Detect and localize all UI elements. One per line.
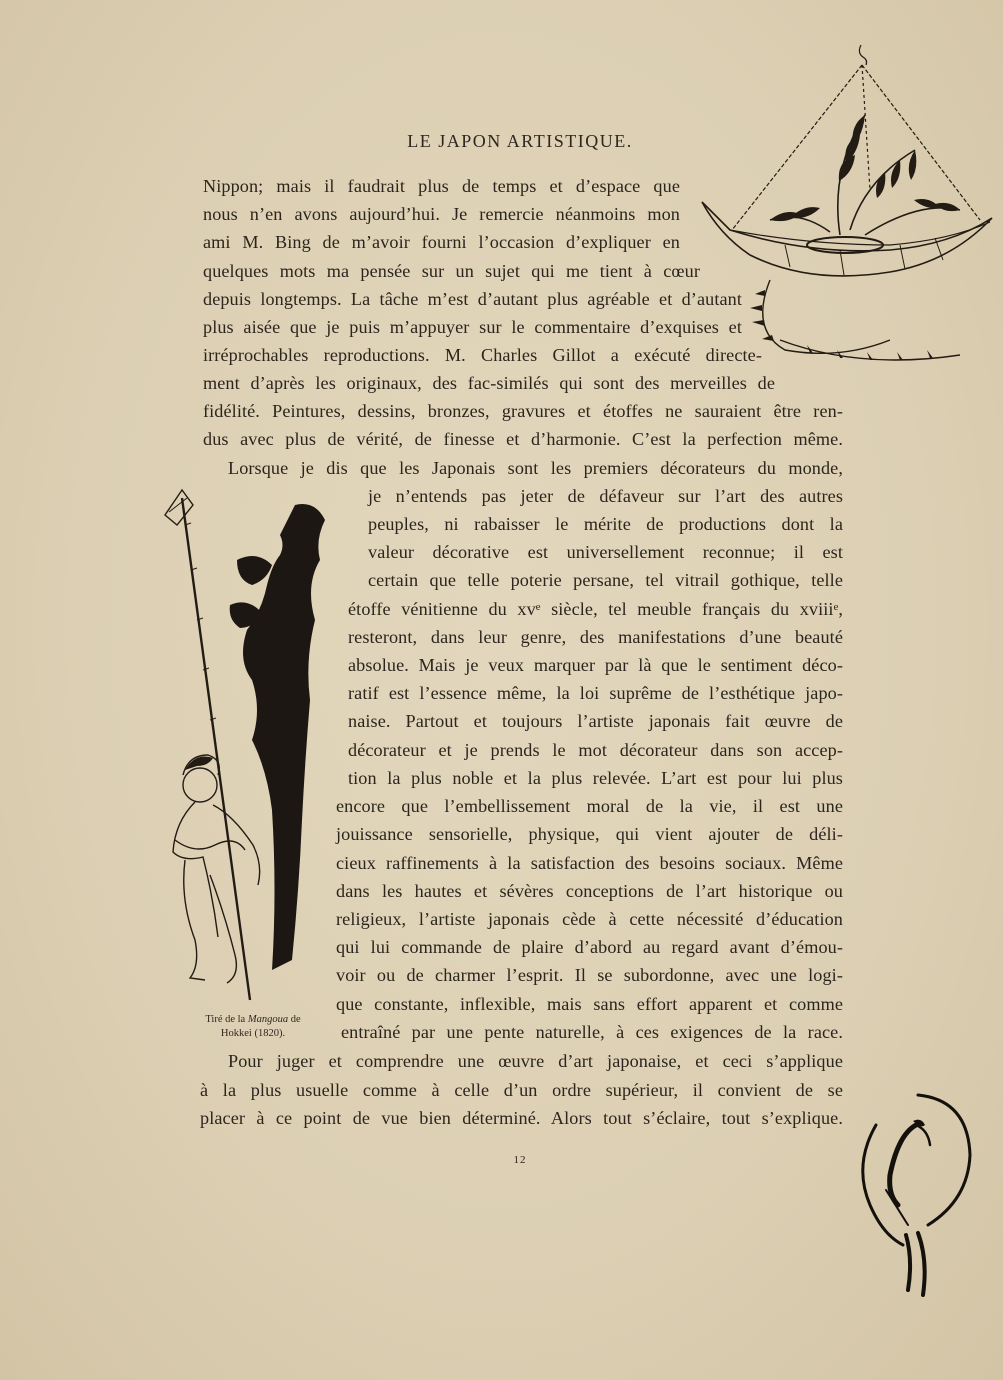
- text-line: resteront, dans leur genre, des manifestations d’une beauté: [348, 627, 843, 647]
- text-line: placer à ce point de vue bien déterminé. Alors tout s’éclaire, tout s’explique.: [200, 1108, 843, 1128]
- text-line: certain que telle poterie persane, tel vitrail gothique, telle: [368, 570, 843, 590]
- caption-line-2: Hokkei (1820).: [220, 1028, 286, 1039]
- text-line: que constante, inflexible, mais sans effort apparent et comme: [336, 994, 843, 1014]
- text-line: je n’entends pas jeter de défaveur sur l’art des autres: [368, 486, 843, 506]
- text-line: nous n’en avons aujourd’hui. Je remercie néanmoins mon: [203, 204, 680, 224]
- text-line: ratif est l’essence même, la loi suprême de l’esthétique japo-: [348, 683, 843, 703]
- crane-ink-drawing: [858, 1085, 978, 1310]
- child-with-flag-pole-and-tree-woodcut: [155, 480, 350, 1005]
- text-line: dus avec plus de vérité, de finesse et d’harmonie. C’est la perfection même.: [203, 429, 843, 449]
- text-line: ment d’après les originaux, des fac-similés qui sont des merveilles de: [203, 373, 775, 393]
- caption-title: Mangoua: [247, 1014, 289, 1025]
- text-line: fidélité. Peintures, dessins, bronzes, gravures et étoffes ne sauraient être ren-: [203, 401, 843, 421]
- text-line: étoffe vénitienne du xvᵉ siècle, tel meuble français du xviiiᵉ,: [348, 599, 843, 619]
- figure-caption: [178, 1013, 328, 1041]
- text-line: valeur décorative est universellement reconnue; il est: [368, 542, 843, 562]
- running-head: LE JAPON ARTISTIQUE.: [407, 131, 633, 151]
- text-line: naise. Partout et toujours l’artiste japonais fait œuvre de: [348, 711, 843, 731]
- text-line: décorateur et je prends le mot décorateur dans son accep-: [348, 740, 843, 760]
- hanging-boat-planter-drawing: [690, 40, 970, 385]
- text-line: Nippon; mais il faudrait plus de temps et d’espace que: [203, 176, 680, 196]
- text-line: entraîné par une pente naturelle, à ces exigences de la race.: [341, 1022, 843, 1042]
- text-line: Pour juger et comprendre une œuvre d’art japonaise, et ceci s’applique: [228, 1051, 843, 1071]
- text-line: absolue. Mais je veux marquer par là que le sentiment déco-: [348, 655, 843, 675]
- caption-prefix: Tiré de la: [205, 1014, 248, 1025]
- text-line: ami M. Bing de m’avoir fourni l’occasion d’expliquer en: [203, 232, 680, 252]
- text-line: voir ou de charmer l’esprit. Il se subordonne, avec une logi-: [336, 965, 843, 985]
- text-line: religieux, l’artiste japonais cède à cette nécessité d’éducation: [336, 909, 843, 929]
- caption-suffix: de: [288, 1014, 301, 1025]
- text-line: Lorsque je dis que les Japonais sont les premiers décorateurs du monde,: [228, 458, 843, 478]
- text-line: tion la plus noble et la plus relevée. L’art est pour lui plus: [348, 768, 843, 788]
- text-line: jouissance sensorielle, physique, qui vient ajouter de déli-: [336, 824, 843, 844]
- text-line: dans les hautes et sévères conceptions de l’art historique ou: [336, 881, 843, 901]
- text-line: quelques mots ma pensée sur un sujet qui me tient à cœur: [203, 261, 700, 281]
- page-number: 12: [513, 1154, 527, 1166]
- text-line: peuples, ni rabaisser le mérite de productions dont la: [368, 514, 843, 534]
- text-line: encore que l’embellissement moral de la vie, il est une: [336, 796, 843, 816]
- text-line: à la plus usuelle comme à celle d’un ordre supérieur, il convient de se: [200, 1080, 843, 1100]
- text-line: depuis longtemps. La tâche m’est d’autant plus agréable et d’autant: [203, 289, 742, 309]
- text-line: plus aisée que je puis m’appuyer sur le commentaire d’exquises et: [203, 317, 742, 337]
- text-line: qui lui commande de plaire d’abord au regard avant d’émou-: [336, 937, 843, 957]
- text-line: irréprochables reproductions. M. Charles Gillot a exécuté directe-: [203, 345, 762, 365]
- text-line: cieux raffinements à la satisfaction des besoins sociaux. Même: [336, 853, 843, 873]
